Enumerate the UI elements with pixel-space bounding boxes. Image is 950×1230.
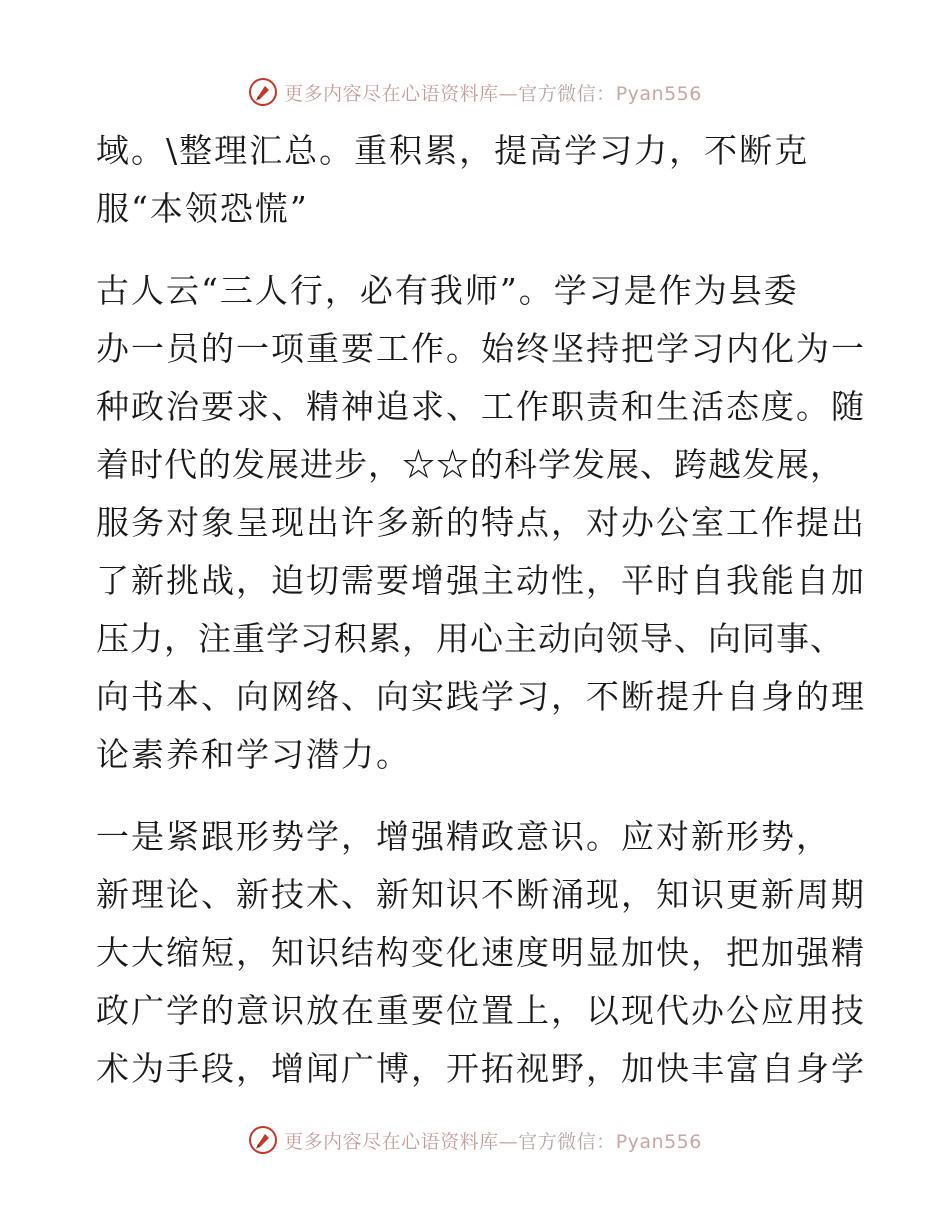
text-line: 大大缩短，知识结构变化速度明显加快，把加强精 [96,933,866,972]
banner-text [284,1127,702,1154]
header-banner [0,72,950,112]
paragraph-3 [96,808,866,1098]
banner-dash: — [498,82,519,105]
banner-wechat-label: 官方微信： [518,1130,616,1153]
text-line: 域。\整理汇总。重积累，提高学习力，不断克 [96,131,810,170]
banner-dash: — [498,1130,519,1153]
text-line: 术为手段，增闻广博，开拓视野，加快丰富自身学 [96,1049,866,1088]
text-line: 服务对象呈现出许多新的特点，对办公室工作提出 [96,503,866,542]
text-line: 向书本、向网络、向实践学习，不断提升自身的理 [96,677,866,716]
footer-banner [0,1120,950,1160]
banner-site: 更多内容尽在心语资料库 [284,1130,499,1153]
paragraph-2 [96,262,866,784]
paragraph-1 [96,122,856,238]
text-line: 种政治要求、精神追求、工作职责和生活态度。随 [96,387,866,426]
banner-wechat-id: Pyan556 [615,1130,702,1153]
text-line: 压力，注重学习积累，用心主动向领导、向同事、 [96,619,844,658]
text-line: 着时代的发展进步，☆☆的科学发展、跨越发展， [96,445,844,484]
banner-text [284,79,702,106]
text-line: 论素养和学习潜力。 [96,735,411,774]
text-line: 一是紧跟形势学，增强精政意识。应对新形势， [96,817,831,856]
banner-site: 更多内容尽在心语资料库 [284,82,499,105]
pen-nib-logo-icon [248,77,278,107]
banner-wechat-id: Pyan556 [615,82,702,105]
banner-wechat-label: 官方微信： [518,82,616,105]
text-line: 了新挑战，迫切需要增强主动性，平时自我能自加 [96,561,866,600]
text-line: 服“本领恐慌” [96,189,309,228]
text-line: 政广学的意识放在重要位置上，以现代办公应用技 [96,991,866,1030]
pen-nib-logo-icon [248,1125,278,1155]
text-line: 古人云“三人行，必有我师”。学习是作为县委 [96,271,799,310]
document-body [96,122,866,1098]
text-line: 办一员的一项重要工作。始终坚持把学习内化为一 [96,329,866,368]
text-line: 新理论、新技术、新知识不断涌现，知识更新周期 [96,875,866,914]
